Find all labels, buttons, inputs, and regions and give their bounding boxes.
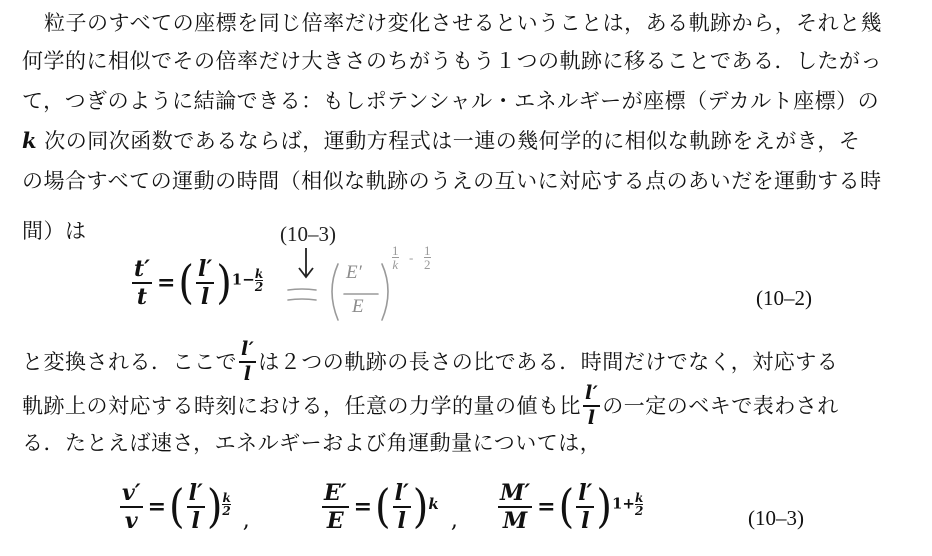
eq103-b-equals: = xyxy=(353,494,373,520)
handwritten-exp-a-num: 1 xyxy=(392,243,399,258)
paragraph2-line2-post: の一定のベキで表わされ xyxy=(602,394,839,418)
eq102-left-paren: ( xyxy=(178,256,195,310)
paragraph2-line2-frac-den: l xyxy=(587,407,596,429)
paragraph2-line1 xyxy=(22,340,838,384)
paragraph1-line2: 何学的に相似でその倍率だけ大きさのちがうもう１つの軌跡に移ることである．したがっ xyxy=(22,49,882,73)
eq103-b-right-paren: ) xyxy=(412,480,429,534)
eq103-b-inner-num: l′ xyxy=(394,480,409,506)
handwritten-exp-b-num: 1 xyxy=(424,243,431,258)
eq103-b-den: E xyxy=(326,508,344,534)
eq102-inner-fraction xyxy=(196,258,214,308)
eq103-c-num: M′ xyxy=(500,480,531,506)
paragraph1-line1: 粒子のすべての座標を同じ倍率だけ変化させるということは，ある軌跡から，それと幾 xyxy=(44,11,883,35)
paragraph1-line4-text: 次の同次函数であるならば，運動方程式は一連の幾何学的に相似な軌跡をえがき，そ xyxy=(37,129,861,153)
eq102-exponent-prefix: 1− xyxy=(231,270,255,288)
equation-number-10-3: (10–3) xyxy=(748,506,804,530)
eq103-a-den: v xyxy=(124,508,138,534)
paragraph2-line1-frac-den: l xyxy=(243,363,252,385)
eq103-c-exp-num: k xyxy=(635,490,644,505)
handwritten-exp-b-den: 2 xyxy=(424,257,431,272)
eq103-c-left-paren: ( xyxy=(558,480,575,534)
eq103-c-inner-fraction xyxy=(576,482,594,532)
eq103-a-right-paren: ) xyxy=(206,480,223,534)
eq103-a-exp-num: k xyxy=(222,490,231,505)
equation-10-3-energy xyxy=(320,482,458,532)
paragraph2-line2 xyxy=(22,384,839,428)
handwritten-annotation-drawing xyxy=(282,258,462,328)
eq103-b-exponent: k xyxy=(428,494,439,513)
eq102-inner-numerator: l′ xyxy=(198,256,213,282)
eq103-a-inner-fraction xyxy=(187,482,205,532)
eq103-a-num: v′ xyxy=(122,480,141,506)
eq103-b-inner-den: l xyxy=(397,508,406,534)
eq102-equals: = xyxy=(156,270,176,296)
eq102-exponent xyxy=(232,268,263,293)
paragraph2-line2-pre: 軌跡上の対応する時刻における，任意の力学的量の値も比 xyxy=(22,394,581,418)
paragraph2-line1-frac-num: l′ xyxy=(239,340,256,363)
eq103-a-inner-den: l xyxy=(191,508,200,534)
paragraph2-line1-post: は２つの軌跡の長さの比である．時間だけでなく，対応する xyxy=(258,350,839,374)
eq102-lhs-numerator: t′ xyxy=(134,256,150,282)
eq102-lhs-fraction xyxy=(132,258,152,308)
eq103-c-den: M xyxy=(502,508,528,534)
eq102-exponent-num: k xyxy=(254,266,264,281)
paragraph2-line3: る．たとえば速さ，エネルギーおよび角運動量については， xyxy=(22,431,602,455)
equation-10-3-angular-momentum xyxy=(496,482,643,532)
eq103-c-exponent xyxy=(612,492,643,517)
eq102-exponent-fraction xyxy=(255,268,263,293)
eq103-a-exponent-fraction xyxy=(222,492,230,517)
paragraph1-line3: て，つぎのように結論できる：もしポテンシャル・エネルギーが座標（デカルト座標）の xyxy=(22,89,880,113)
equation-10-3-velocity xyxy=(118,482,250,532)
eq103-c-equals: = xyxy=(537,494,556,520)
handwritten-reference: (10–3) xyxy=(280,222,336,246)
eq103-c-inner-den: l xyxy=(581,508,590,534)
handwritten-exp-a-den: k xyxy=(392,257,399,272)
equation-number-10-2: (10–2) xyxy=(756,286,812,310)
eq103-a-fraction xyxy=(120,482,143,532)
eq103-c-exp-den: 2 xyxy=(635,503,644,518)
eq103-c-exponent-fraction xyxy=(635,492,643,517)
paragraph2-line1-pre: と変換される．ここで xyxy=(22,350,237,374)
paragraph2-line2-fraction xyxy=(583,384,600,428)
eq103-separator-2: , xyxy=(450,508,458,533)
eq103-a-left-paren: ( xyxy=(169,480,185,534)
paragraph1-line5: の場合すべての運動の時間（相似な軌跡のうえの互いに対応する点のあいだを運動する時 xyxy=(22,169,882,193)
handwritten-exp-b xyxy=(424,244,431,271)
eq103-c-fraction xyxy=(498,482,532,532)
eq103-a-inner-num: l′ xyxy=(188,480,203,506)
paragraph1-line4 xyxy=(22,126,860,156)
handwritten-exp-minus: - xyxy=(409,250,414,265)
eq102-exponent-den: 2 xyxy=(254,279,264,294)
eq103-c-right-paren: ) xyxy=(596,480,612,534)
paragraph2-line1-fraction xyxy=(239,340,256,384)
variable-k: k xyxy=(22,128,38,153)
eq102-lhs-denominator: t xyxy=(136,284,148,310)
eq103-separator-1: , xyxy=(242,508,250,533)
eq102-right-paren: ) xyxy=(216,256,232,310)
handwritten-frac-den: E xyxy=(352,296,364,317)
handwritten-frac-num: E′ xyxy=(346,262,362,283)
eq103-b-num: E′ xyxy=(324,480,347,506)
eq103-a-exponent xyxy=(222,492,230,517)
eq102-inner-denominator: l xyxy=(200,284,210,310)
paragraph2-line2-frac-num: l′ xyxy=(583,384,600,407)
paragraph1-line6: 間）は xyxy=(22,219,87,243)
eq103-b-inner-fraction xyxy=(393,482,411,532)
eq103-a-equals: = xyxy=(147,494,167,520)
eq103-c-exp-prefix: 1+ xyxy=(611,494,635,512)
eq103-b-fraction xyxy=(322,482,349,532)
equation-10-2 xyxy=(130,258,263,308)
eq103-a-exp-den: 2 xyxy=(222,503,231,518)
eq103-c-inner-num: l′ xyxy=(578,480,593,506)
eq103-b-left-paren: ( xyxy=(375,480,391,534)
handwritten-exp-a xyxy=(392,244,399,271)
